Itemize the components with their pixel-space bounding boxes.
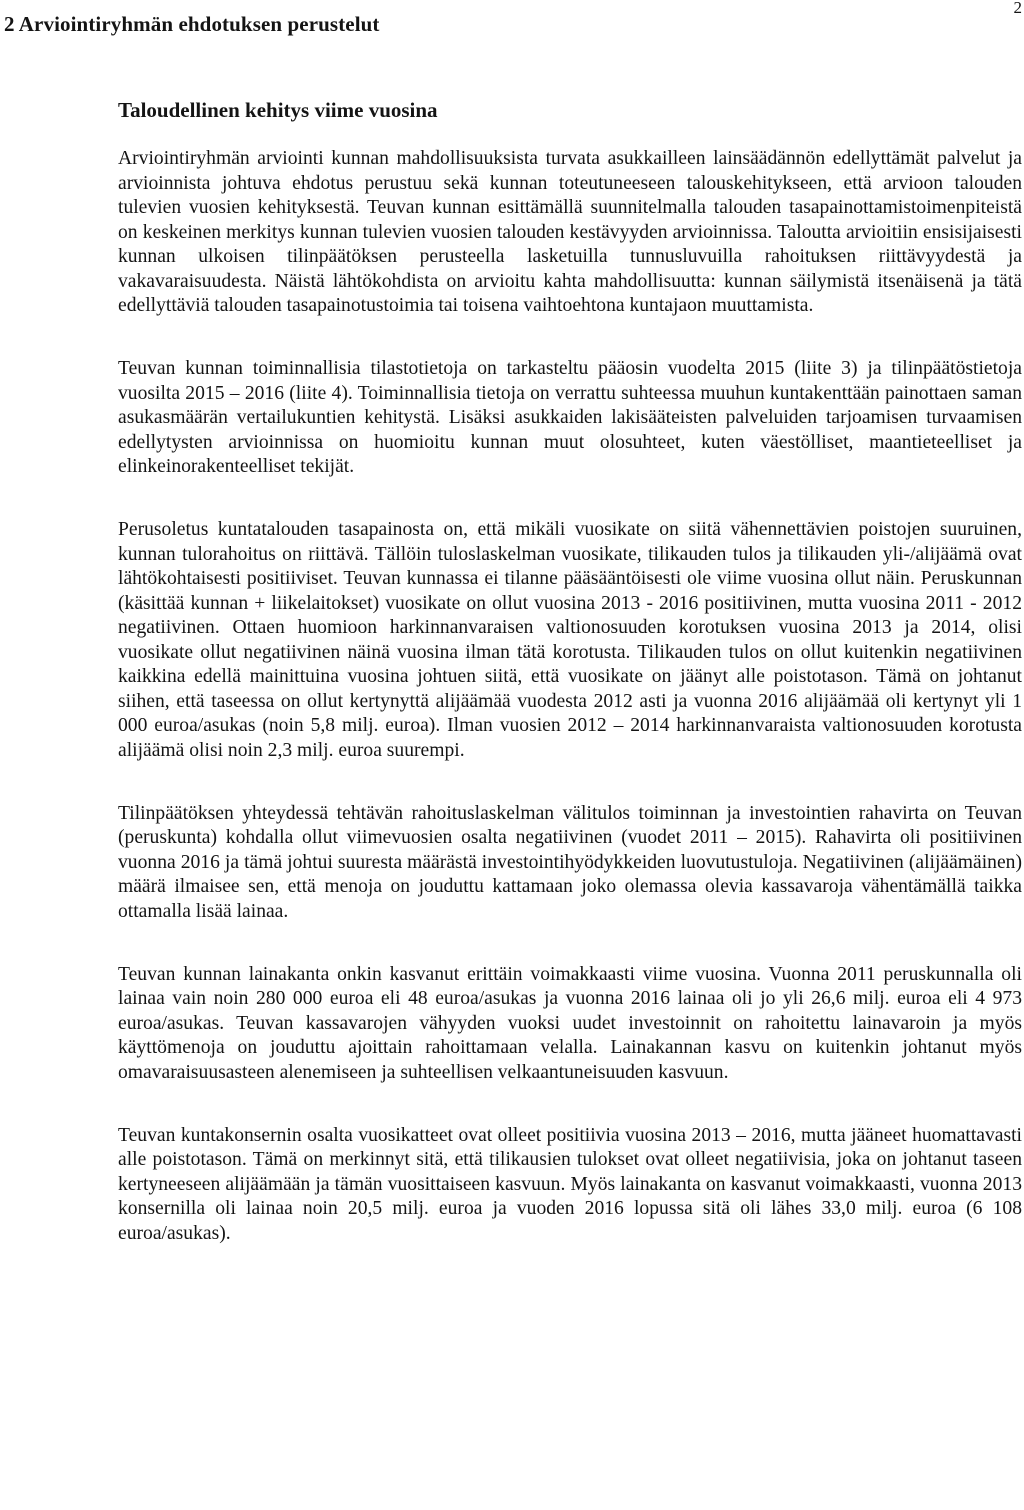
paragraph: Tilinpäätöksen yhteydessä tehtävän rahoituslaskelman välitulos toiminnan ja investointien rahavirta on Teuvan (peruskunta) kohdalla ollut viimevuosien osalta negatiivinen (vuodet 2011 – 2015). Rahavirta oli positiivinen vuonna 2016 ja tämä johtui suuresta määrästä investointihyödykkeiden luovutustuloja. Negatiivinen (alijäämäinen) määrä ilmaisee sen, että menoja on jouduttu kattamaan joko olemassa olevia kassavaroja vähentämällä taikka ottamalla lisää lainaa. [118,802,1022,922]
paragraph: Teuvan kuntakonsernin osalta vuosikatteet ovat olleet positiivia vuosina 2013 – 2016, mutta jääneet huomattavasti alle poistotason. Tämä on merkinnyt sitä, että tilikausien tulokset ovat olleet negatiivisia, joka on johtanut taseen kertyneeseen alijäämään ja tämän vuosittaiseen kasvuun. Myös lainakanta on kasvanut voimakkaasti, vuonna 2013 konsernilla oli lainaa noin 20,5 milj. euroa ja vuoden 2016 lopussa sitä oli lähes 33,0 milj. euroa (6 108 euroa/asukas). [118,1124,1022,1244]
body-text [118,147,1022,1246]
section-title: Taloudellinen kehitys viime vuosina [118,98,438,122]
page-number: 2 [1013,0,1022,17]
chapter-heading: 2 Arviointiryhmän ehdotuksen perustelut [4,12,380,36]
paragraph: Arviointiryhmän arviointi kunnan mahdollisuuksista turvata asukkailleen lainsäädännön edellyttämät palvelut ja arvioinnista johtuva ehdotus perustuu sekä kunnan toteutuneeseen talouskehitykseen, että arvioon talouden tulevien vuosien kehityksestä. Teuvan kunnan esittämällä suunnitelmalla talouden tasapainottamistoimenpiteistä on keskeinen merkitys kunnan tulevien vuosien talouden kestävyyden arvioinnissa. Taloutta arvioitiin ensisijaisesti kunnan ulkoisen tilinpäätöksen perusteella lasketuilla tunnusluvuilla rahoituksen riittävyydestä ja vakavaraisuudesta. Näistä lähtökohdista on arvioitu kahta mahdollisuutta: kunnan säilymistä itsenäisenä ja tätä edellyttäviä talouden tasapainotustoimia tai toisena vaihtoehtona kuntajaon muuttamista. [118,148,1022,316]
paragraph: Perusoletus kuntatalouden tasapainosta on, että mikäli vuosikate on siitä vähennettävien poistojen suuruinen, kunnan tulorahoitus on riittävä. Tällöin tuloslaskelman vuosikate, tilikauden tulos ja tilikauden yli-/alijäämä ovat lähtökohtaisesti positiiviset. Teuvan kunnassa ei tilanne pääsääntöisesti ole viime vuosina ollut näin. Peruskunnan (käsittää kunnan + liikelaitokset) vuosikate on ollut vuosina 2013 - 2016 positiivinen, mutta vuosina 2011 - 2012 negatiivinen. Ottaen huomioon harkinnanvaraisen valtionosuuden korotuksen vuosina 2013 ja 2014, olisi vuosikate ollut negatiivinen näinä vuosina ilman tätä korotusta. Tilikauden tulos on ollut kuitenkin negatiivinen kaikkina edellä mainittuina vuosina johtuen siitä, että vuosikate on jäänyt alle poistotason. Tämä on johtanut siihen, että taseessa on ollut kertynyttä alijäämää vuodesta 2012 asti ja vuonna 2016 alijäämää oli kertynyt yli 1 000 euroa/asukas (noin 5,8 milj. euroa). Ilman vuosien 2012 – 2014 harkinnanvaraista valtionosuuden korotusta alijäämä olisi noin 2,3 milj. euroa suurempi. [118,519,1022,761]
paragraph: Teuvan kunnan toiminnallisia tilastotietoja on tarkasteltu pääosin vuodelta 2015 (liite 3) ja tilinpäätöstietoja vuosilta 2015 – 2016 (liite 4). Toiminnallisia tietoja on verrattu suhteessa muuhun kuntakenttään painottaen saman asukasmäärän vertailukuntien kehitystä. Lisäksi asukkaiden lakisääteisten palveluiden tarjoamisen turvaamisen edellytysten arvioinnissa on huomioitu kunnan muut olosuhteet, kuten väestölliset, maantieteelliset ja elinkeinorakenteelliset tekijät. [118,358,1022,477]
paragraph: Teuvan kunnan lainakanta onkin kasvanut erittäin voimakkaasti viime vuosina. Vuonna 2011 peruskunnalla oli lainaa vain noin 280 000 euroa eli 48 euroa/asukas ja vuonna 2016 lainaa oli jo yli 26,6 milj. euroa eli 4 973 euroa/asukas. Teuvan kassavarojen vähyyden vuoksi uudet investoinnit on rahoitettu lainavaroin ja myös käyttömenoja on jouduttu ajoittain rahoittamaan velalla. Lainakannan kasvu on kuitenkin johtanut myös omavaraisuusasteen alenemiseen ja suhteellisen velkaantuneisuuden kasvuun. [118,963,1022,1083]
